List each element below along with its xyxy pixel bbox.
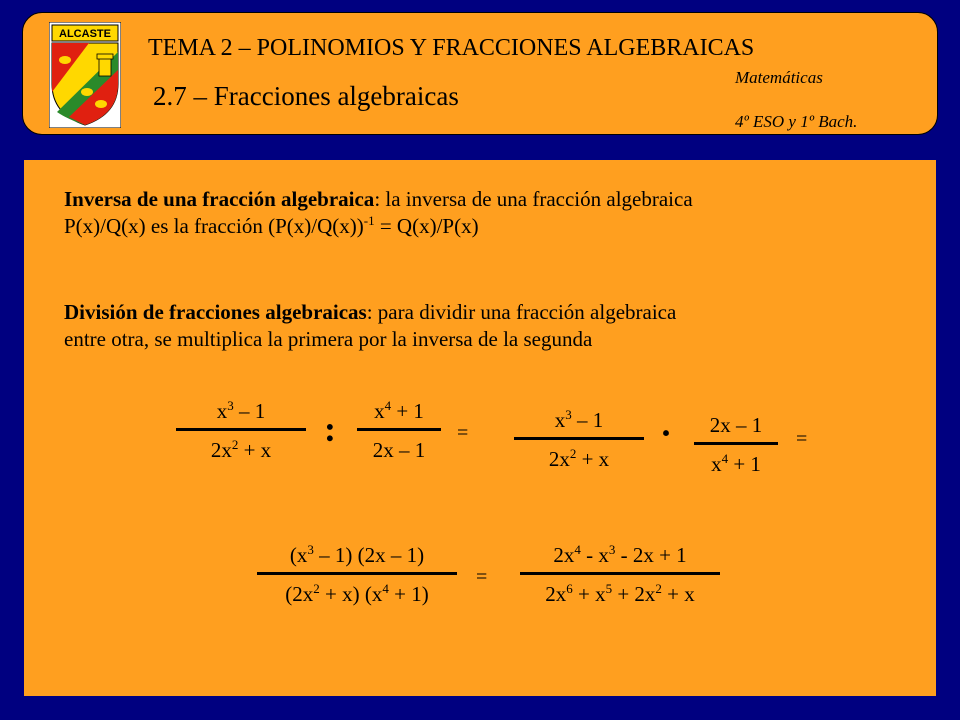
inverse-term: Inversa de una fracción algebraica xyxy=(64,187,375,211)
inverse-line2-start: P(x)/Q(x) es la fracción (P(x)/Q(x)) xyxy=(64,214,364,238)
fraction-bar xyxy=(176,428,306,431)
division-term: División de fracciones algebraicas xyxy=(64,300,367,324)
fraction-bar xyxy=(257,572,457,575)
fraction-denominator: $x^4 + 1$ xyxy=(711,451,761,476)
fraction-denominator: $(2x^2 + x) (x^4 + 1)$ xyxy=(285,581,429,606)
page-title: TEMA 2 – POLINOMIOS Y FRACCIONES ALGEBRAICAS xyxy=(148,35,755,61)
fraction-product xyxy=(257,540,457,609)
division-line1: : para dividir una fracción algebraica xyxy=(366,300,677,324)
inverse-line2-end: = Q(x)/P(x) xyxy=(374,214,479,238)
equals-sign: = xyxy=(476,566,488,588)
fraction-dividend xyxy=(176,396,306,465)
inverse-line1: : la inversa de una fracción algebraica xyxy=(374,187,693,211)
content-panel xyxy=(24,160,936,696)
division-line2: entre otra, se multiplica la primera por la inversa de la segunda xyxy=(64,327,593,351)
course-label: 4º ESO y 1º Bach. xyxy=(735,112,858,131)
alcaste-shield-logo xyxy=(49,22,121,128)
fraction-bar xyxy=(514,437,644,440)
inverse-exponent: -1 xyxy=(363,213,375,228)
equals-sign: = xyxy=(457,422,469,444)
subject-label: Matemáticas xyxy=(735,68,823,87)
fraction-denominator: $2x^2 + x$ xyxy=(210,437,272,462)
fraction-denominator: 2x – 1 xyxy=(372,438,426,462)
fraction-inverse xyxy=(694,410,778,479)
fraction-numerator: $(x^3 - 1)$ (2x – 1) xyxy=(289,542,425,567)
fraction-divisor xyxy=(357,396,441,465)
fraction-numerator: 2x – 1 xyxy=(709,413,763,437)
fraction-numerator: $x^4 + 1$ xyxy=(374,398,424,423)
fraction-result xyxy=(520,540,720,609)
inverse-definition xyxy=(64,186,693,240)
section-subtitle: 2.7 – Fracciones algebraicas xyxy=(153,81,459,111)
svg-text:ALCASTE: ALCASTE xyxy=(59,28,111,40)
fraction-bar xyxy=(520,572,720,575)
divide-operator: : xyxy=(324,409,336,449)
fraction-first-factor xyxy=(514,405,644,474)
division-definition xyxy=(64,299,676,353)
fraction-bar xyxy=(694,442,778,445)
fraction-numerator: $x^3 - 1$ xyxy=(216,398,266,423)
fraction-denominator: $2x^6 + x^5 + 2x^2 + x$ xyxy=(545,581,695,606)
fraction-numerator: $2x^4 - x^3 - 2x + 1$ xyxy=(553,542,687,567)
fraction-denominator: $2x^2 + x$ xyxy=(548,446,610,471)
multiply-operator: · xyxy=(660,413,673,453)
fraction-numerator: $x^3 - 1$ xyxy=(554,407,604,432)
equals-sign: = xyxy=(796,428,808,450)
header-banner xyxy=(22,12,938,135)
fraction-bar xyxy=(357,428,441,431)
